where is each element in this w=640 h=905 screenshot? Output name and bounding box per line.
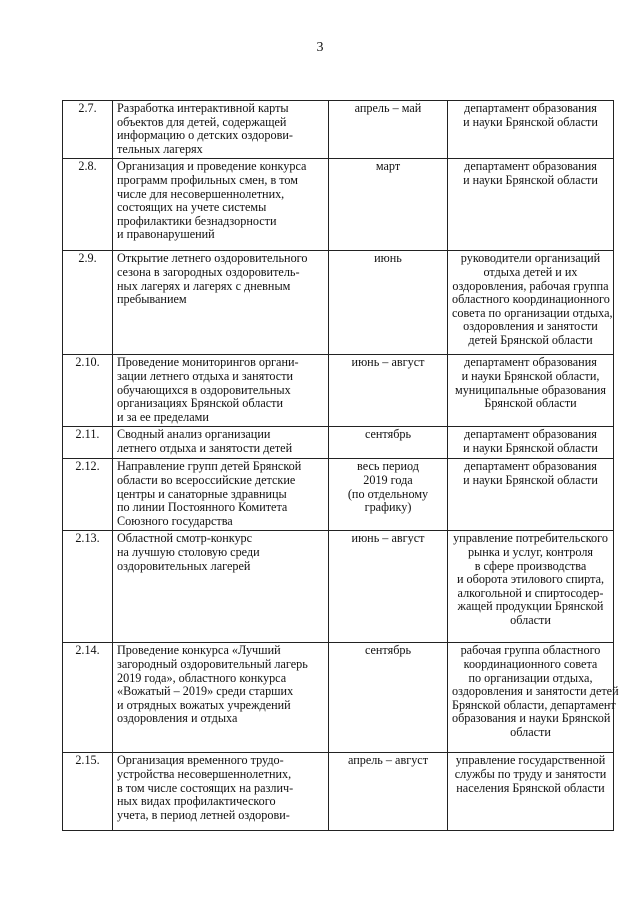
responsible-party (448, 101, 614, 159)
item-number: 2.14. (63, 643, 113, 753)
deadline (329, 159, 448, 251)
task-description-line: ных видах профилактического (117, 794, 276, 809)
table-row (63, 101, 614, 159)
responsible-party-line: областного координационного (452, 292, 610, 307)
task-description-line: тельных лагерях (117, 141, 203, 156)
deadline (329, 753, 448, 831)
task-description-line: Направление групп детей Брянской (117, 459, 302, 474)
responsible-party-line: и науки Брянской области (463, 172, 598, 187)
responsible-party-line: и науки Брянской области (463, 440, 598, 455)
item-number: 2.15. (63, 753, 113, 831)
task-description-line: на лучшую столовую среди (117, 544, 260, 559)
deadline (329, 101, 448, 159)
responsible-party-line: совета по организации отдыха, (452, 305, 613, 320)
deadline-line: графику) (364, 500, 412, 515)
responsible-party (448, 355, 614, 427)
task-description-line: пребыванием (117, 292, 187, 307)
table-row (63, 459, 614, 531)
deadline-line: сентябрь (364, 427, 412, 442)
task-description-line: Разработка интерактивной карты (117, 101, 289, 115)
deadline-line: весь период (357, 459, 419, 474)
task-description-line: информацию о детских оздорови- (117, 128, 293, 143)
task-description-line: Проведение мониторингов органи- (117, 355, 299, 370)
table-row (63, 251, 614, 355)
responsible-party-line: муниципальные образования (454, 382, 607, 397)
task-description-line: Организация и проведение конкурса (117, 159, 307, 174)
responsible-party (448, 531, 614, 643)
responsible-party-line: рабочая группа областного (460, 643, 601, 658)
task-description (113, 459, 329, 531)
task-description-line: 2019 года», областного конкурса (117, 670, 287, 685)
task-description-line: оздоровления и отдыха (117, 711, 238, 726)
task-description (113, 427, 329, 459)
responsible-party-line: департамент образования (464, 427, 597, 442)
item-number: 2.11. (63, 427, 113, 459)
table-row (63, 159, 614, 251)
responsible-party (448, 159, 614, 251)
task-description-line: «Вожатый – 2019» среди старших (117, 684, 294, 699)
responsible-party-line: области (510, 724, 551, 739)
deadline (329, 427, 448, 459)
deadline-line: июнь (374, 251, 402, 266)
responsible-party-line: оздоровления, рабочая группа (452, 278, 609, 293)
responsible-party-line: службы по труду и занятости (454, 766, 607, 781)
responsible-party-line: в сфере производства (474, 558, 587, 573)
task-description-line: учета, в период летней оздорови- (117, 807, 290, 822)
task-description-line: центры и санаторные здравницы (117, 486, 287, 501)
table-row (63, 753, 614, 831)
deadline-line: 2019 года (363, 472, 413, 487)
task-description-line: числе для несовершеннолетних, (117, 186, 285, 201)
responsible-party-line: управление потребительского (453, 531, 608, 546)
responsible-party-line: департамент образования (464, 459, 597, 474)
responsible-party-line: руководители организаций (460, 251, 601, 266)
responsible-party-line: детей Брянской области (468, 332, 593, 347)
task-description-line: и правонарушений (117, 227, 215, 242)
deadline-line: (по отдельному (347, 486, 429, 501)
task-description-line: загородный оздоровительный лагерь (117, 656, 308, 671)
task-description-line: по линии Постоянного Комитета (117, 500, 288, 515)
deadline (329, 643, 448, 753)
responsible-party-line: оздоровления и занятости детей (452, 684, 619, 699)
responsible-party-line: управление государственной (455, 753, 606, 768)
deadline (329, 459, 448, 531)
deadline-line: сентябрь (364, 643, 412, 658)
item-number: 2.9. (63, 251, 113, 355)
task-description-line: объектов для детей, содержащей (117, 114, 287, 129)
responsible-party-line: алкогольной и спиртосодер- (457, 585, 604, 600)
task-description (113, 531, 329, 643)
responsible-party-line: департамент образования (464, 159, 597, 174)
responsible-party-line: и науки Брянской области, (461, 368, 600, 383)
deadline-line: апрель – май (354, 101, 422, 115)
responsible-party (448, 427, 614, 459)
responsible-party-line: и науки Брянской области (463, 114, 598, 129)
task-description-line: сезона в загородных оздоровитель- (117, 264, 300, 279)
responsible-party-line: области (510, 612, 551, 627)
task-description-line: летнего отдыха и занятости детей (117, 440, 293, 455)
task-description-line: Проведение конкурса «Лучший (117, 643, 281, 658)
item-number: 2.8. (63, 159, 113, 251)
task-description-line: ных лагерях и лагерях с дневным (117, 278, 291, 293)
task-description (113, 753, 329, 831)
task-description (113, 159, 329, 251)
task-description (113, 355, 329, 427)
responsible-party-line: департамент образования (464, 101, 597, 115)
responsible-party (448, 459, 614, 531)
task-description-line: Организация временного трудо- (117, 753, 284, 768)
responsible-party (448, 753, 614, 831)
responsible-party-line: по организации отдыха, (468, 670, 593, 685)
responsible-party-line: рынка и услуг, контроля (467, 544, 594, 559)
task-description-line: зации летнего отдыха и занятости (117, 368, 294, 383)
task-description-line: и за ее пределами (117, 409, 209, 424)
table-row (63, 643, 614, 753)
responsible-party-line: оздоровления и занятости (463, 319, 598, 334)
table-row (63, 427, 614, 459)
deadline (329, 355, 448, 427)
task-description-line: организациях Брянской области (117, 396, 283, 411)
responsible-party-line: департамент образования (464, 355, 597, 370)
activity-plan-table (62, 100, 619, 831)
task-description (113, 251, 329, 355)
item-number: 2.10. (63, 355, 113, 427)
table-row (63, 531, 614, 643)
table-body (63, 101, 619, 831)
responsible-party (448, 643, 619, 753)
task-description-line: оздоровительных лагерей (117, 558, 251, 573)
responsible-party-line: населения Брянской области (456, 780, 605, 795)
deadline (329, 531, 448, 643)
task-description-line: Сводный анализ организации (117, 427, 271, 442)
responsible-party-line: Брянской области, департамент (452, 697, 616, 712)
responsible-party-line: координационного совета (463, 656, 598, 671)
deadline-line: июнь – август (351, 531, 425, 546)
task-description-line: Союзного государства (117, 513, 233, 528)
responsible-party-line: отдыха детей и их (483, 264, 578, 279)
deadline (329, 251, 448, 355)
deadline-line: июнь – август (351, 355, 425, 370)
task-description (113, 101, 329, 159)
item-number: 2.13. (63, 531, 113, 643)
task-description-line: состоящих на учете системы (117, 200, 267, 215)
task-description-line: устройства несовершеннолетних, (117, 766, 292, 781)
task-description-line: области во всероссийские детские (117, 472, 296, 487)
table-row (63, 355, 614, 427)
responsible-party-line: образования и науки Брянской (452, 711, 611, 726)
item-number: 2.7. (63, 101, 113, 159)
page-number: 3 (316, 40, 324, 55)
responsible-party-line: и науки Брянской области (463, 472, 598, 487)
task-description-line: Открытие летнего оздоровительного (117, 251, 308, 266)
task-description-line: программ профильных смен, в том (117, 172, 298, 187)
responsible-party (448, 251, 614, 355)
task-description-line: профилактики безнадзорности (117, 213, 277, 228)
deadline-line: март (375, 159, 401, 174)
responsible-party-line: и оборота этилового спирта, (456, 572, 605, 587)
responsible-party-line: Брянской области (484, 396, 577, 411)
task-description-line: Областной смотр-конкурс (117, 531, 253, 546)
responsible-party-line: жащей продукции Брянской (457, 599, 604, 614)
item-number: 2.12. (63, 459, 113, 531)
task-description-line: в том числе состоящих на различ- (117, 780, 294, 795)
task-description (113, 643, 329, 753)
deadline-line: апрель – август (347, 753, 429, 768)
task-description-line: обучающихся в оздоровительных (117, 382, 291, 397)
task-description-line: и отрядных вожатых учреждений (117, 697, 291, 712)
